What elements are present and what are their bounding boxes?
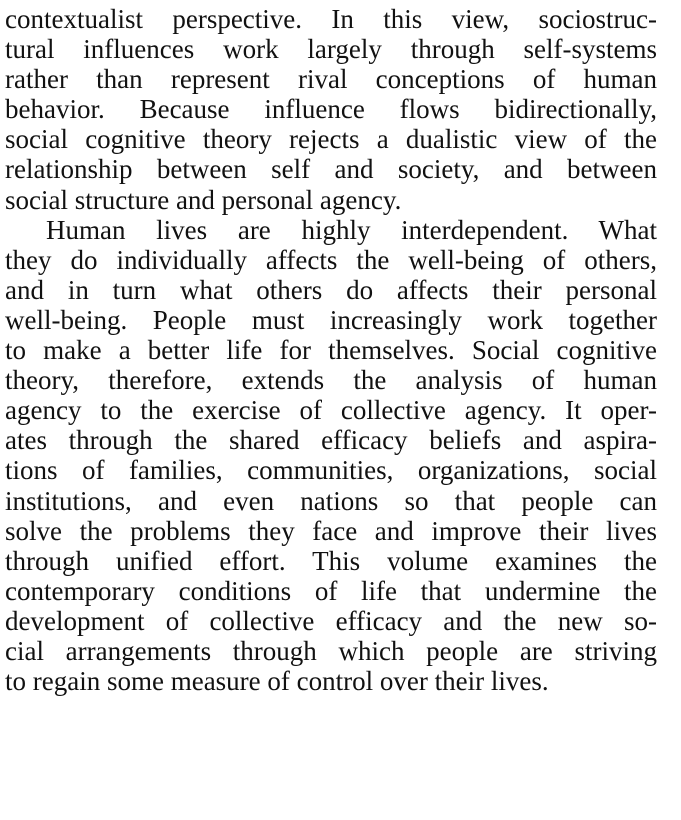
text-line: theory, therefore, extends the analysis of human [5,365,657,396]
text-line: cial arrangements through which people are striving [5,635,657,666]
text-line: social structure and personal agency. [5,184,402,215]
paragraph-2 [5,215,657,697]
text-line: through unified effort. This volume examines the [5,545,657,576]
text-line: agency to the exercise of collective agency. It oper- [5,395,657,426]
text-line: contextualist perspective. In this view, sociostruc- [5,4,657,34]
text-line: relationship between self and society, and between [5,154,657,185]
text-line: rather than represent rival conceptions of human [5,64,657,95]
text-line: contemporary conditions of life that undermine the [5,575,657,606]
text-line: tions of families, communities, organizations, social [5,455,657,486]
text-line: to make a better life for themselves. Social cognitive [5,335,657,366]
text-column [5,4,657,696]
text-line: and in turn what others do affects their personal [5,274,657,305]
text-line: ates through the shared efficacy beliefs and aspira- [5,425,657,456]
text-line: behavior. Because influence flows bidirectionally, [5,94,657,125]
text-line: well-being. People must increasingly work together [5,304,657,335]
text-line: they do individually affects the well-being of others, [5,244,657,275]
text-line: institutions, and even nations so that people can [5,485,657,516]
text-line: development of collective efficacy and the new so- [5,605,657,636]
text-line: Human lives are highly interdependent. What [46,214,657,245]
text-line: solve the problems they face and improve their lives [5,515,657,546]
text-line: to regain some measure of control over their lives. [5,666,549,697]
text-line: social cognitive theory rejects a dualistic view of the [5,124,657,155]
paragraph-1 [5,4,657,215]
text-line: tural influences work largely through self-systems [5,34,657,65]
